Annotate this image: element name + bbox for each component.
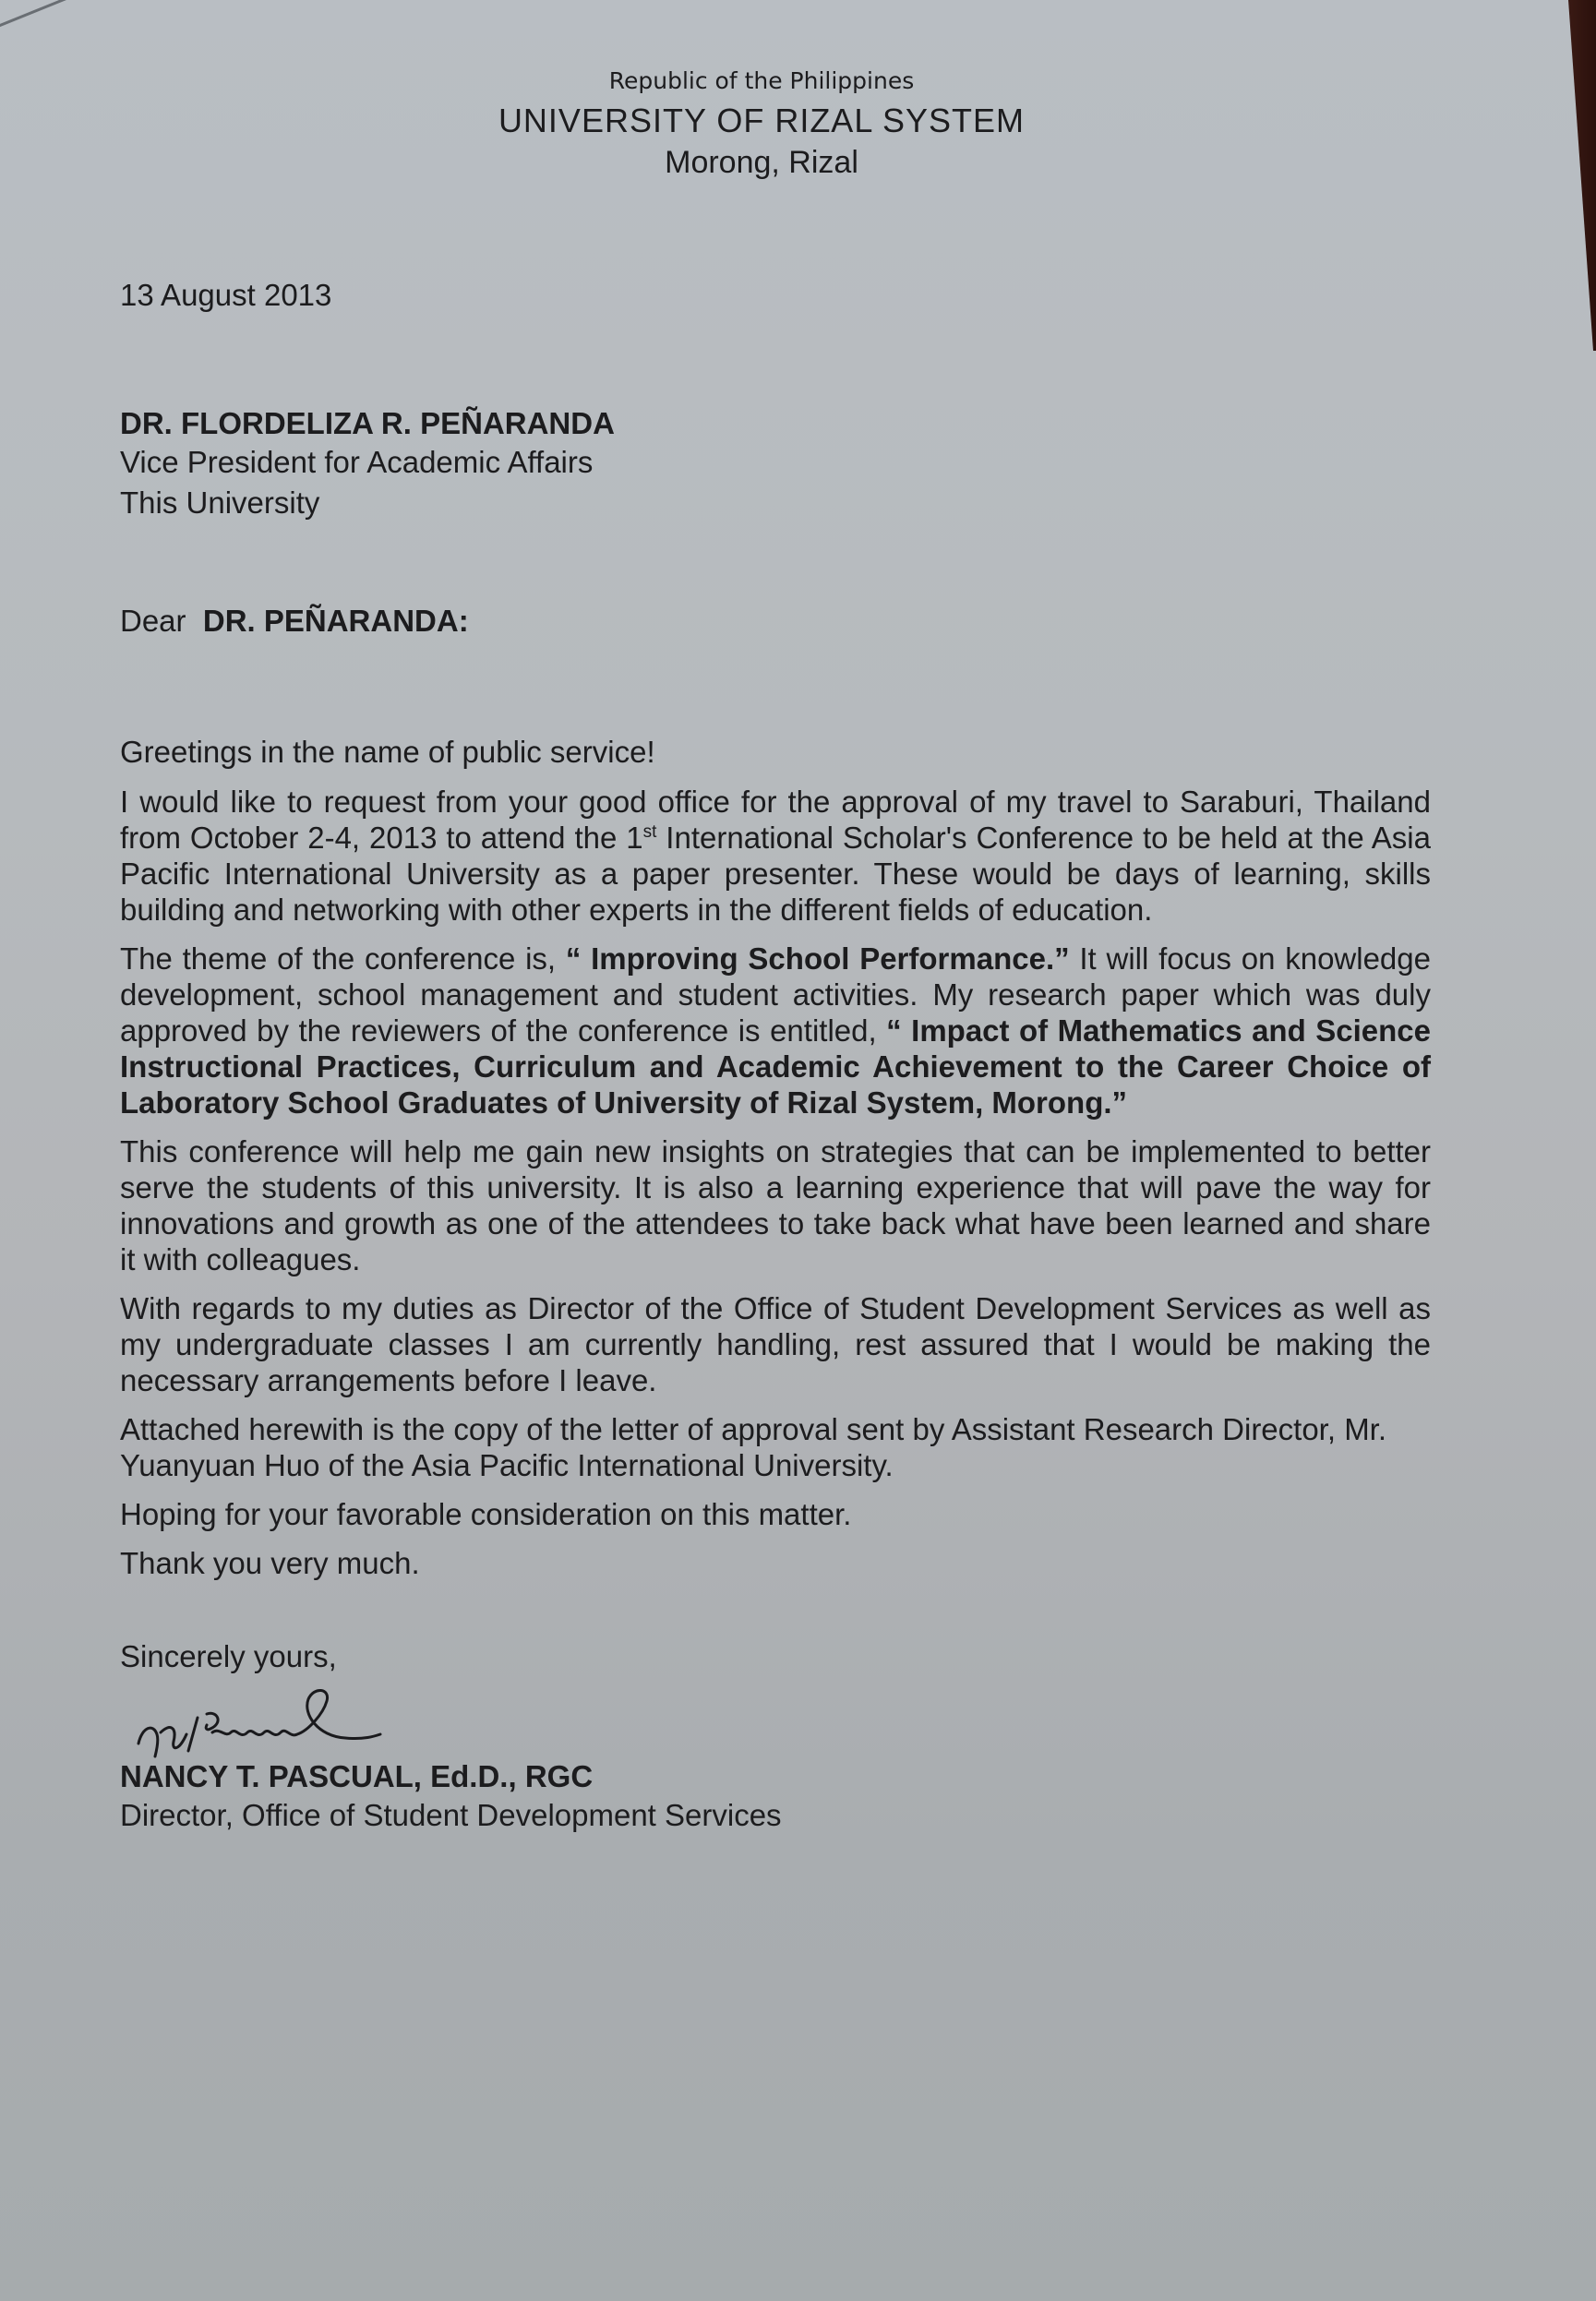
paragraph-attachment: Attached herewith is the copy of the letter of approval sent by Assistant Research Director, Mr. Yuanyuan Huo of the Asia Pacific International University. — [120, 1412, 1387, 1482]
closing: Sincerely yours, — [120, 1639, 337, 1673]
greeting: Greetings in the name of public service! — [120, 735, 655, 769]
ordinal-superscript: st — [642, 822, 657, 842]
recipient-title: Vice President for Academic Affairs — [120, 445, 594, 479]
paragraph-consideration: Hoping for your favorable consideration on this matter. — [120, 1497, 852, 1531]
research-paper-title: “ Impact of Mathematics and Science Instructional Practices, Curriculum and Academic Achievement to the Career Choice of Laboratory School Graduates of University of Rizal System, Morong.” — [120, 1013, 1432, 1120]
salutation-name: DR. PEÑARANDA: — [202, 604, 469, 638]
paragraph-text: It will focus on knowledge development, school management and student activities. My research paper which was duly approved by the reviewers of the conference is entitled, — [120, 941, 1431, 1048]
paragraph-text: The theme of the conference is, — [120, 941, 566, 976]
salutation-prefix: Dear — [120, 604, 186, 638]
paragraph-duties: With regards to my duties as Director of the Office of Student Development Services as well as my undergraduate classes I am currently handling, rest assured that I would be making the necessary arrangements before I leave. — [120, 1291, 1431, 1397]
letter-date: 13 August 2013 — [120, 278, 332, 312]
signatory-title: Director, Office of Student Development Services — [120, 1798, 782, 1832]
salutation — [120, 603, 1431, 640]
letterhead-institution: UNIVERSITY OF RIZAL SYSTEM — [498, 102, 1026, 139]
paragraph-travel-request — [120, 784, 1431, 928]
conference-theme: “ Improving School Performance.” — [565, 941, 1070, 976]
signatory-name: NANCY T. PASCUAL, Ed.D., RGC — [120, 1759, 594, 1793]
recipient-name: DR. FLORDELIZA R. PEÑARANDA — [120, 406, 615, 440]
letter-body — [120, 277, 1431, 1834]
paragraph-conference-theme — [120, 941, 1431, 1121]
paragraph-text: I would like to request from your good office for the approval of my travel to Saraburi, Thailand from October 2-4, 2013 to attend the 1 — [120, 785, 1431, 855]
letterhead-country: Republic of the Philippines — [608, 67, 915, 94]
paragraph-text: International Scholar's Conference to be held at the Asia Pacific International University as a paper presenter. These would be days of learning, skills building and networking with other experts in the different fields of education. — [120, 821, 1431, 927]
signature-area — [120, 1686, 1431, 1755]
signature-icon — [133, 1686, 493, 1760]
letterhead-location: Morong, Rizal — [665, 145, 858, 180]
paragraph-thanks: Thank you very much. — [120, 1546, 420, 1580]
recipient-organization: This University — [120, 485, 320, 520]
paragraph-benefits: This conference will help me gain new insights on strategies that can be implemented to better serve the students of this university. It is also a learning experience that will pave the way for innovations and growth as one of the attendees to take back what have been learned and share it with colleagues. — [120, 1134, 1431, 1276]
